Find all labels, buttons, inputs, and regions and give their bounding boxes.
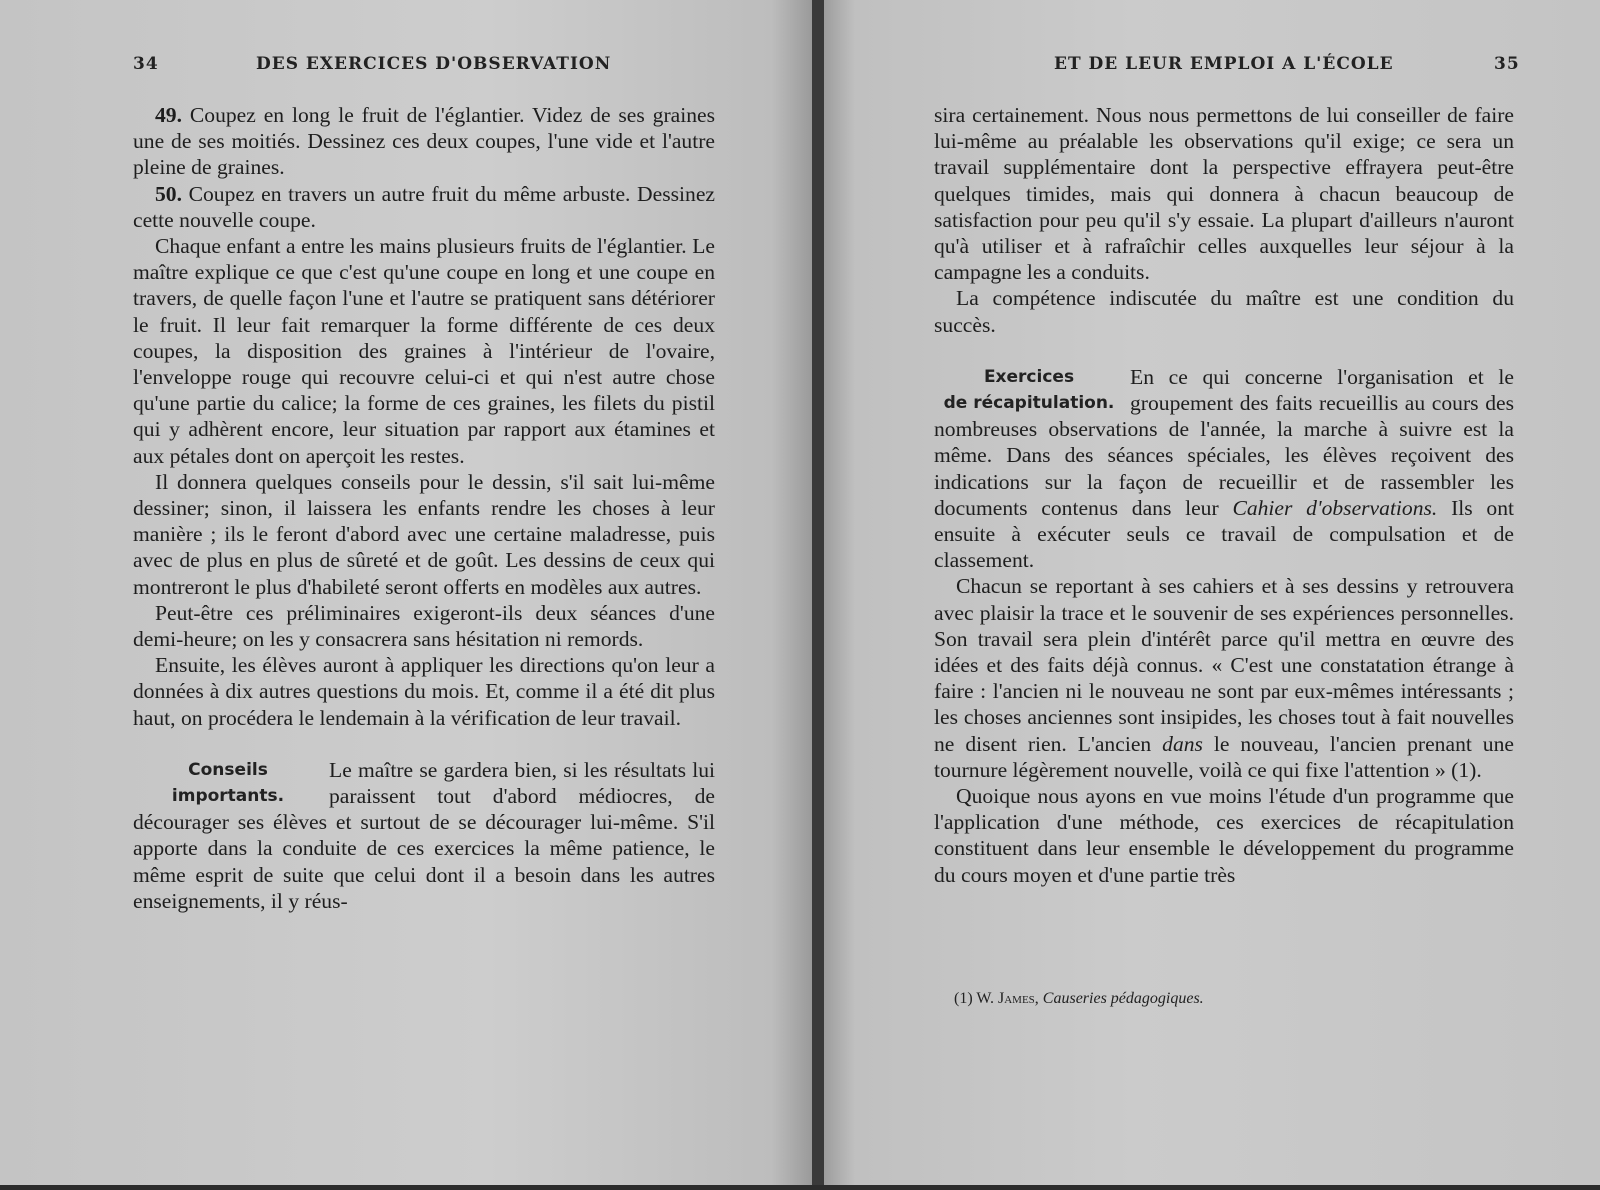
right-paragraph-4 [934,573,1514,783]
right-paragraph-2: La compétence indiscutée du maître est une condition du succès. [934,286,1514,337]
right-page [824,0,1600,1185]
footnote-author: James, [998,990,1039,1007]
left-paragraph-5-text: Le maître se gardera bien, si les résultats lui paraissent tout d'abord médiocres, de décourager ses élèves et surtout de se décourager lui-même. S'il apporte dans la conduite de ces exercices la même patience, le même esprit de suite que celui dont il a besoin dans les autres enseignements, il y réus- [133,757,715,913]
item-50-text: Coupez en travers un autre fruit du même arbuste. Dessinez cette nouvelle coupe. [133,181,715,232]
right-paragraph-3 [934,364,1514,574]
footnote-marker: (1) W. [954,990,994,1007]
right-running-head: ET DE LEUR EMPLOI A L'ÉCOLE [1054,54,1394,74]
right-paragraph-3-text-b: Ils ont ensuite à exécuter seuls ce travail de compulsation et de classement. [934,495,1515,573]
left-running-head: DES EXERCICES D'OBSERVATION [256,54,612,74]
right-paragraph-4-text-a: Chacun se reportant à ses cahiers et à ses dessins y retrouvera avec plaisir la trace et le souvenir de ses expériences personnelles. Son travail sera plein d'intérêt parce qu'il mettra en œuvre des idées et des faits déjà connus. « C'est une constatation étrange à faire : l'ancien ni le nouveau ne sont par eux-mêmes intéressants ; les choses anciennes sont insipides, les choses tout à fait nouvelles ne disent rien. L'ancien [934,574,1514,756]
side-heading-conseils [133,757,323,809]
right-body [934,102,1514,888]
side-heading-line-2: de récapitulation. [943,393,1115,414]
item-49 [133,102,715,181]
right-paragraph-4-text-b: le nouveau, l'ancien prenant une tournure légèrement nouvelle, voilà ce qui fixe l'attention » (1). [934,731,1514,782]
side-heading-line-2: importants. [171,786,285,807]
item-49-number: 49. [155,103,182,127]
left-paragraph-3: Peut-être ces préliminaires exigeront-ils deux séances d'une demi-heure; on les y consacrera sans hésitation ni remords. [133,600,715,652]
book-gutter [812,0,824,1190]
cahier-observations-title: Cahier d'observations. [1232,495,1438,520]
item-50 [133,181,715,233]
left-paragraph-1: Chaque enfant a entre les mains plusieurs fruits de l'églantier. Le maître explique ce que c'est qu'une coupe en long et une coupe en travers, de quelle façon l'une et l'autre se pratiquent sans détériorer le fruit. Il leur fait remarquer la forme différente de ces deux coupes, la disposition des graines à l'intérieur de l'ovaire, l'enveloppe rouge qui recouvre celui-ci et qui n'est autre chose qu'une partie du calice; la forme de ces graines, les filets du pistil qui y adhèrent encore, leur situation par rapport aux étamines et aux pétales dont on aperçoit les restes. [133,234,715,468]
item-49-text: Coupez en long le fruit de l'églantier. Videz de ses graines une de ses moitiés. Dessinez ces deux coupes, l'une vide et l'autre pleine de graines. [133,103,715,180]
section-gap [934,338,1514,364]
item-50-number: 50. [155,181,182,206]
left-page-number: 34 [133,54,159,74]
section-gap [133,731,715,757]
footnote-title: Causeries pédagogiques. [1042,990,1204,1007]
right-paragraph-3-text-a: En ce qui concerne l'organisation et le groupement des faits recueillis au cours des nombreuses observations de l'année, la marche à suivre est la même. Dans des séances spéciales, les élèves reçoivent des indications sur la façon de recueillir et de rassembler les documents contenus dans leur [934,364,1514,520]
left-body [133,102,715,914]
side-heading-line-1: Exercices [983,366,1075,387]
right-paragraph-5: Quoique nous ayons en vue moins l'étude d'un programme que l'application d'une méthode, ces exercices de récapitulation constituent dans leur ensemble le développement du programme du cours moyen et d'une partie très [934,784,1514,887]
left-paragraph-2: Il donnera quelques conseils pour le dessin, s'il sait lui-même dessiner; sinon, il laissera les enfants rendre les choses à leur manière ; ils le feront d'abord avec une certaine maladresse, puis avec de plus en plus de sûreté et de goût. Les dessins de ceux qui montreront le plus d'habileté seront offerts en modèles aux autres. [133,469,715,599]
side-heading-exercices [934,364,1124,416]
side-heading-line-1: Conseils [188,759,268,780]
footnote [954,990,1204,1008]
right-page-number: 35 [1494,54,1520,74]
left-paragraph-4: Ensuite, les élèves auront à appliquer les directions qu'on leur a données à dix autres questions du mois. Et, comme il a été dit plus haut, on procédera le lendemain à la vérification de leur travail. [133,653,715,730]
emphasis-dans: dans [1162,731,1203,756]
left-paragraph-5 [133,757,715,914]
right-paragraph-1: sira certainement. Nous nous permettons de lui conseiller de faire lui-même au préalable les observations qu'il exige; ce sera un travail supplémentaire dont la perspective effrayera peut-être quelques timides, mais qui donnera à chacun beaucoup de satisfaction pour peu qu'il s'y essaie. La plupart d'ailleurs n'auront qu'à utiliser et à rafraîchir celles auxquelles leur séjour à la campagne les a conduits. [934,103,1514,285]
bottom-edge [0,1185,1600,1190]
